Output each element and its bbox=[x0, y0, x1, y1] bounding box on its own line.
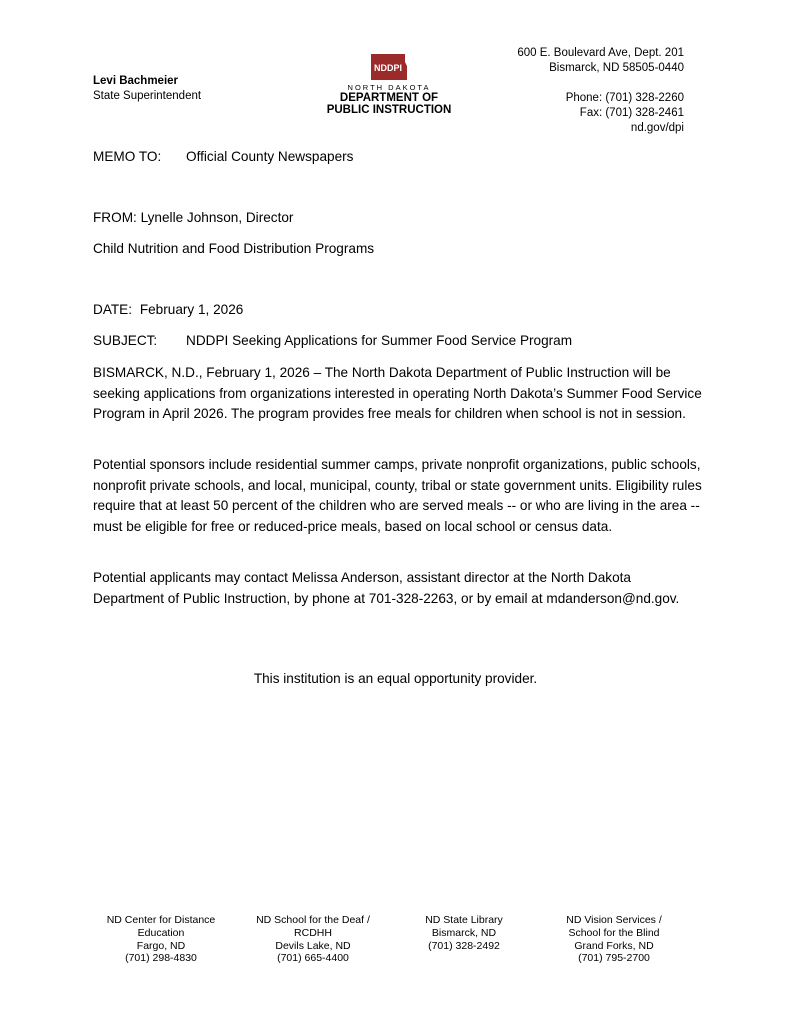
phone-number: Phone: (701) 328-2260 bbox=[565, 92, 684, 104]
logo-state-name: NORTH DAKOTA bbox=[347, 83, 431, 92]
footer-line: ND State Library bbox=[425, 914, 503, 926]
contact-block bbox=[517, 46, 684, 136]
footer-line: (701) 665-4400 bbox=[277, 952, 349, 965]
nd-state-shape-icon bbox=[369, 52, 409, 82]
from-line: FROM: Lynelle Johnson, Director bbox=[93, 210, 294, 225]
footer-line: Devils Lake, ND bbox=[275, 939, 351, 952]
address-line2: Bismarck, ND 58505-0440 bbox=[549, 62, 684, 74]
superintendent-block bbox=[93, 74, 201, 104]
footer-line: Grand Forks, ND bbox=[574, 939, 654, 952]
footer-line: (701) 328-2492 bbox=[428, 939, 500, 952]
date-label: DATE: bbox=[93, 302, 133, 317]
logo-abbrev: NDDPI bbox=[373, 63, 403, 73]
logo-dept-line2: PUBLIC INSTRUCTION bbox=[326, 104, 452, 116]
logo-dept-line1: DEPARTMENT OF bbox=[339, 92, 439, 104]
memo-to-label: MEMO TO: bbox=[93, 149, 162, 164]
footer-line: ND Vision Services / bbox=[566, 914, 662, 926]
date-value: February 1, 2026 bbox=[139, 302, 244, 317]
website-link[interactable]: nd.gov/dpi bbox=[630, 122, 684, 134]
subject-line bbox=[93, 331, 573, 351]
body-paragraph-2: Potential sponsors include residential summer camps, private nonprofit organizations, public schools, nonprofit private schools, and local, municipal, county, tribal or state government units. Eligibility rules require that at least 50 percent of the children who are served meals -- or who are living in the area -- must be eligible for free or reduced-price meals, based on local school or census data. bbox=[93, 457, 702, 534]
nddpi-logo bbox=[322, 52, 456, 116]
footer-agency-school-deaf bbox=[238, 914, 388, 965]
superintendent-title: State Superintendent bbox=[93, 90, 202, 102]
memo-to-value: Official County Newspapers bbox=[186, 149, 354, 164]
footer-line: School for the Blind bbox=[568, 926, 660, 939]
footer-line: RCDHH bbox=[294, 926, 332, 939]
body-paragraph-1: BISMARCK, N.D., February 1, 2026 – The North Dakota Department of Public Instruction will be seeking applications from organizations interested in operating North Dakota’s Summer Food Service Program in April 2026. The program provides free meals for children when school is not in session. bbox=[93, 365, 702, 421]
superintendent-name: Levi Bachmeier bbox=[93, 75, 179, 87]
footer-line: ND School for the Deaf / bbox=[256, 914, 370, 926]
footer-agency-vision-services bbox=[539, 914, 689, 965]
footer-line: Bismarck, ND bbox=[431, 926, 497, 939]
footer-line: ND Center for Distance bbox=[106, 914, 216, 926]
footer-line: (701) 795-2700 bbox=[578, 952, 650, 965]
subject-value: NDDPI Seeking Applications for Summer Food Service Program bbox=[186, 333, 573, 348]
body-paragraph-3: Potential applicants may contact Melissa Anderson, assistant director at the North Dakota Department of Public Instruction, by phone at 701-328-2263, or by email at mdanderson@nd.gov. bbox=[93, 570, 680, 606]
fax-number: Fax: (701) 328-2461 bbox=[579, 107, 684, 119]
footer-line: Fargo, ND bbox=[136, 939, 186, 952]
footer-agency-distance-ed bbox=[86, 914, 236, 965]
program-line: Child Nutrition and Food Distribution Programs bbox=[93, 241, 375, 256]
footer-line: (701) 298-4830 bbox=[125, 952, 197, 965]
memo-to-line bbox=[93, 147, 354, 167]
subject-label: SUBJECT: bbox=[93, 333, 158, 348]
footer-agency-state-library bbox=[389, 914, 539, 952]
date-line bbox=[93, 300, 243, 320]
equal-opportunity-statement: This institution is an equal opportunity provider. bbox=[253, 671, 538, 686]
address-line1: 600 E. Boulevard Ave, Dept. 201 bbox=[517, 47, 684, 59]
footer-line: Education bbox=[137, 926, 185, 939]
